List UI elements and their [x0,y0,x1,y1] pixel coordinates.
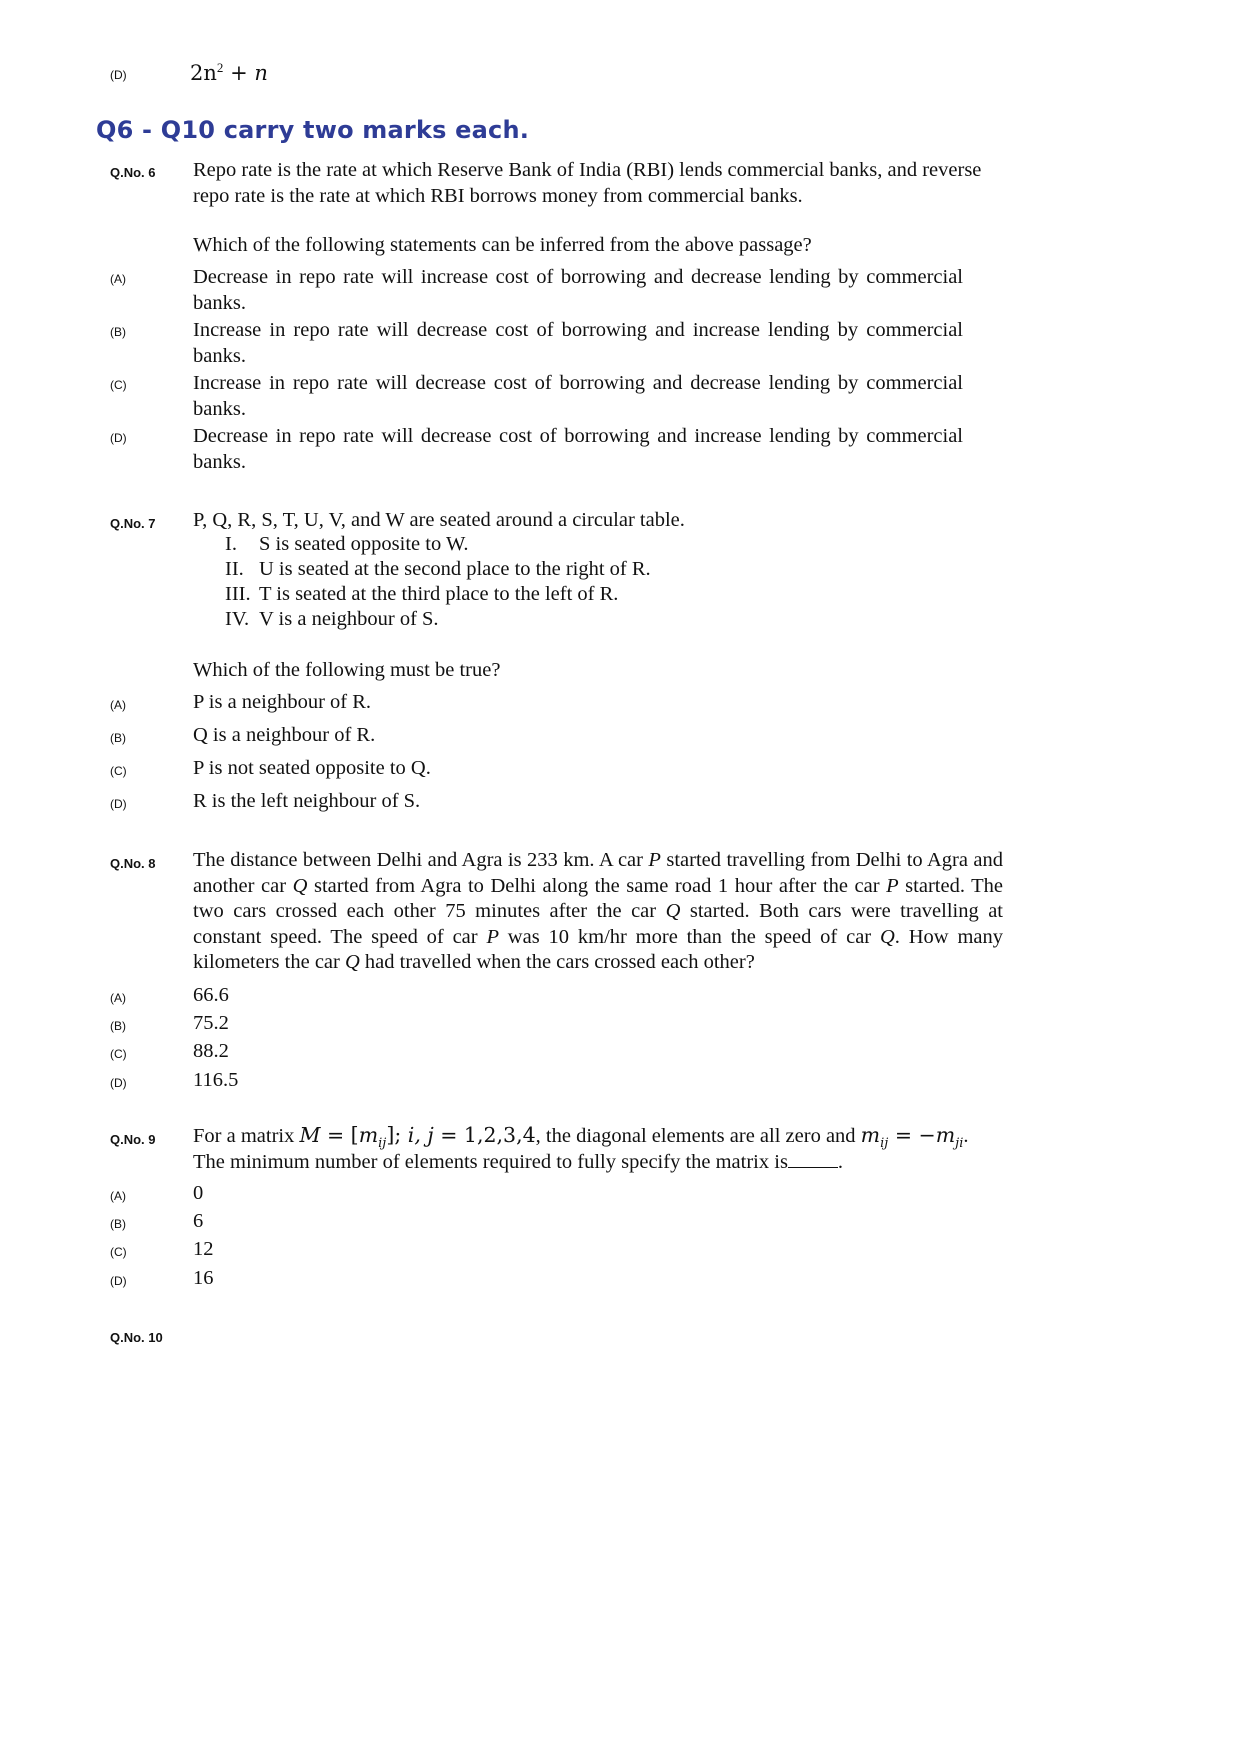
q7-option-c-label: (C) [110,764,127,778]
matrix-element: m [935,1123,956,1147]
q7-option-a: P is a neighbour of R. [193,691,372,713]
q9-option-d-label: (D) [110,1274,127,1288]
car-var: P [648,849,661,871]
q9-option-b-label: (B) [110,1217,126,1231]
question-number-7: Q.No. 7 [110,516,156,531]
q7-statement-2 [225,558,651,581]
q7-passage: P, Q, R, S, T, U, V, and W are seated around a circular table. [193,509,685,531]
passage-text: The distance between Delhi and Agra is 233 km. A car [193,849,649,871]
math-symbol: ]; [386,1123,408,1147]
statement-numeral: I. [225,533,237,555]
q9-text: The minimum number of elements required to fully specify the matrix is [193,1151,788,1173]
car-var: Q [665,900,681,922]
q9-option-c-label: (C) [110,1245,127,1259]
q8-option-c: 88.2 [193,1040,229,1062]
q6-option-c-label: (C) [110,378,127,392]
statement-numeral: III. [225,583,251,605]
expr-rest: + n [223,61,268,85]
statement-text: T is seated at the third place to the left of R. [259,583,619,605]
q6-option-b-label: (B) [110,325,126,339]
q7-option-b-label: (B) [110,731,126,745]
statement-text: V is a neighbour of S. [259,608,439,630]
q7-statement-4 [225,608,439,631]
q9-option-a: 0 [193,1182,204,1204]
matrix-element: m [860,1123,881,1147]
question-number-9: Q.No. 9 [110,1132,156,1147]
question-number-8: Q.No. 8 [110,856,156,871]
q7-option-d: R is the left neighbour of S. [193,790,421,812]
q7-statement-3 [225,583,618,606]
q6-option-d-label: (D) [110,431,127,445]
q7-option-c: P is not seated opposite to Q. [193,757,431,779]
statement-text: U is seated at the second place to the right of R. [259,558,651,580]
car-var: P [886,874,899,897]
q8-option-a-label: (A) [110,991,126,1005]
element-subscript: ij [880,1136,889,1152]
statement-numeral: IV. [225,608,250,630]
index-vars: i, j [407,1123,434,1147]
q9-line-2 [193,1150,1003,1176]
expr-exponent: 2 [216,60,224,75]
question-number-10: Q.No. 10 [110,1330,163,1345]
option-expression [190,60,268,86]
option-label: (D) [110,68,127,82]
passage-text: . How many kilometers the car [193,925,1003,973]
q6-question: Which of the following statements can be inferred from the above passage? [193,234,812,256]
section-heading: Q6 - Q10 carry two marks each. [96,116,530,144]
passage-text: started. The two cars crossed each other 75 minutes after the car [193,874,1003,922]
math-symbol: = [ [320,1123,359,1147]
q9-text: For a matrix [193,1125,300,1147]
statement-text: S is seated opposite to W. [259,533,469,555]
statement-numeral: II. [225,558,244,580]
q8-passage [193,848,1003,976]
q8-option-a: 66.6 [193,984,229,1006]
q6-passage: Repo rate is the rate at which Reserve Bank of India (RBI) lends commercial banks, and reverse repo rate is the rate at which RBI borrows money from commercial banks. [193,159,982,207]
car-var: Q [292,874,308,897]
passage-text: started travelling from Delhi to Agra and another car [193,849,1003,897]
q8-option-b-label: (B) [110,1019,126,1033]
q6-option-b: Increase in repo rate will decrease cost of borrowing and increase lending by commercial banks. [193,319,963,367]
passage-text: was 10 km/hr more than the speed of car [498,925,880,948]
q7-question: Which of the following must be true? [193,659,501,681]
car-var: Q [879,925,895,948]
q9-option-d: 16 [193,1267,214,1289]
q9-option-a-label: (A) [110,1189,126,1203]
question-number-6: Q.No. 6 [110,165,156,180]
q7-option-d-label: (D) [110,797,127,811]
passage-text: started. Both cars were travelling at constant speed. The speed of car [193,900,1003,948]
car-var: Q [344,951,360,973]
q9-text: . [837,1151,844,1173]
matrix-element: m [358,1123,379,1147]
passage-text: started from Agra to Delhi along the same road 1 hour after the car [307,874,887,897]
q9-text: . [963,1125,969,1147]
q6-option-c: Increase in repo rate will decrease cost of borrowing and decrease lending by commercial banks. [193,372,963,420]
q6-option-d: Decrease in repo rate will decrease cost of borrowing and increase lending by commercial banks. [193,425,963,473]
element-subscript: ij [378,1136,387,1152]
answer-blank [788,1151,838,1168]
q6-option-a: Decrease in repo rate will increase cost of borrowing and decrease lending by commercial banks. [193,266,963,314]
q9-text: , the diagonal elements are all zero and [535,1125,861,1147]
q7-statement-1 [225,533,469,556]
q8-option-b: 75.2 [193,1012,229,1034]
q7-option-a-label: (A) [110,698,126,712]
q8-option-d: 116.5 [193,1069,239,1091]
q9-option-c: 12 [193,1238,214,1260]
q9-option-b: 6 [193,1210,204,1232]
passage-text: had travelled when the cars crossed each other? [359,951,755,973]
element-subscript: ji [955,1136,964,1152]
q6-option-a-label: (A) [110,272,126,286]
expr-base: 2n [190,61,217,85]
car-var: P [486,925,499,948]
q8-option-c-label: (C) [110,1047,127,1061]
q8-option-d-label: (D) [110,1076,127,1090]
math-symbol: = − [888,1123,936,1147]
matrix-var: M [299,1123,321,1147]
q7-option-b: Q is a neighbour of R. [193,724,376,746]
index-range: = 1,2,3,4 [433,1123,536,1147]
